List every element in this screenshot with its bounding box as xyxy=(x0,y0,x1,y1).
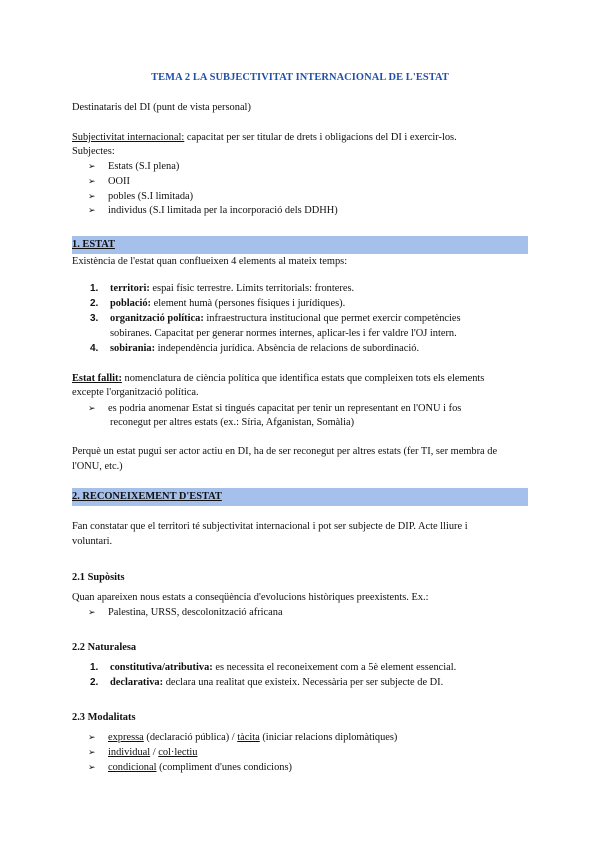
list-item: 1. territori: espai físic terrestre. Límits territorials: fronteres. xyxy=(90,283,355,294)
arrow-bullet-icon: ➢ xyxy=(88,162,96,172)
list-item: ➢ es podria anomenar Estat si tingués capacitat per tenir un representant en l'ONU i fos xyxy=(88,403,462,414)
list-item: ➢ expressa (declaració pública) / tàcita (iniciar relacions diplomàtiques) xyxy=(88,732,398,743)
section-2-lead: Fan constatar que el territori té subjectivitat internacional i pot ser subjecte de DIP. Acte lliure i xyxy=(72,521,468,532)
section-heading-band xyxy=(72,236,528,254)
arrow-bullet-icon: ➢ xyxy=(88,192,96,202)
list-item: 2. declarativa: declara una realitat que existeix. Necessària per ser subjecte de DI. xyxy=(90,677,444,688)
arrow-bullet-icon: ➢ xyxy=(88,748,96,758)
actor-paragraph-cont: l'ONU, etc.) xyxy=(72,461,123,472)
list-item-continuation: sobiranes. Capacitat per generar normes internes, aplicar-les i fer valdre l'OJ intern. xyxy=(110,328,457,339)
subjectivitat-text: capacitat per ser titular de drets i obligacions del DI i exercir-los. xyxy=(184,132,457,143)
page-title: TEMA 2 LA SUBJECTIVITAT INTERNACIONAL DE L'ESTAT xyxy=(151,72,449,83)
list-item: ➢ Palestina, URSS, descolonització africana xyxy=(88,607,283,618)
subjectivitat-paragraph xyxy=(72,131,528,145)
estat-fallit-term: Estat fallit: xyxy=(72,373,122,384)
list-item: 3. organització política: infraestructura institucional que permet exercir competències xyxy=(90,313,461,324)
section-2-lead-cont: voluntari. xyxy=(72,536,113,547)
estat-fallit-paragraph: Estat fallit: nomenclatura de ciència política que identifica estats que compleixen tots els elements xyxy=(72,373,485,384)
arrow-bullet-icon: ➢ xyxy=(88,177,96,187)
arrow-bullet-icon: ➢ xyxy=(88,733,96,743)
list-item: 1. constitutiva/atributiva: es necessita el reconeixement com a 5è element essencial. xyxy=(90,662,457,673)
list-item: ➢ OOII xyxy=(88,176,130,187)
subsection-2-1-text: Quan apareixen nous estats a conseqüència d'evolucions històriques preexistents. Ex.: xyxy=(72,592,429,603)
subjectes-label: Subjectes: xyxy=(72,146,115,157)
arrow-bullet-icon: ➢ xyxy=(88,608,96,618)
list-item: ➢ individus (S.I limitada per la incorporació dels DDHH) xyxy=(88,205,338,216)
arrow-bullet-icon: ➢ xyxy=(88,763,96,773)
list-item: ➢ Estats (S.I plena) xyxy=(88,161,180,172)
list-item: 4. sobirania: independència jurídica. Absència de relacions de subordinació. xyxy=(90,343,420,354)
list-item: ➢ pobles (S.I limitada) xyxy=(88,191,194,202)
list-item: ➢ condicional (compliment d'unes condicions) xyxy=(88,762,292,773)
subsection-2-2-heading: 2.2 Naturalesa xyxy=(72,642,137,653)
list-item-continuation: reconegut per altres estats (ex.: Síria, Afganistan, Somàlia) xyxy=(110,417,355,428)
arrow-bullet-icon: ➢ xyxy=(88,404,96,414)
estat-fallit-text: excepte l'organització política. xyxy=(72,387,199,398)
section-2-heading: 2. RECONEIXEMENT D'ESTAT xyxy=(72,491,222,502)
list-item: ➢ individual / col·lectiu xyxy=(88,747,198,758)
subsection-2-1-heading: 2.1 Supòsits xyxy=(72,572,125,583)
section-1-lead: Existència de l'estat quan conflueixen 4 elements al mateix temps: xyxy=(72,256,348,267)
section-1-heading: 1. ESTAT xyxy=(72,239,115,250)
list-item: 2. població: element humà (persones físiques i jurídiques). xyxy=(90,298,346,309)
actor-paragraph: Perquè un estat pugui ser actor actiu en DI, ha de ser reconegut per altres estats (fer TI, ser membra de xyxy=(72,446,498,457)
intro-text: Destinataris del DI (punt de vista personal) xyxy=(72,102,251,113)
section-heading-band xyxy=(72,488,528,506)
subsection-2-3-heading: 2.3 Modalitats xyxy=(72,712,136,723)
arrow-bullet-icon: ➢ xyxy=(88,206,96,216)
subjectivitat-term: Subjectivitat internacional: xyxy=(72,132,185,143)
